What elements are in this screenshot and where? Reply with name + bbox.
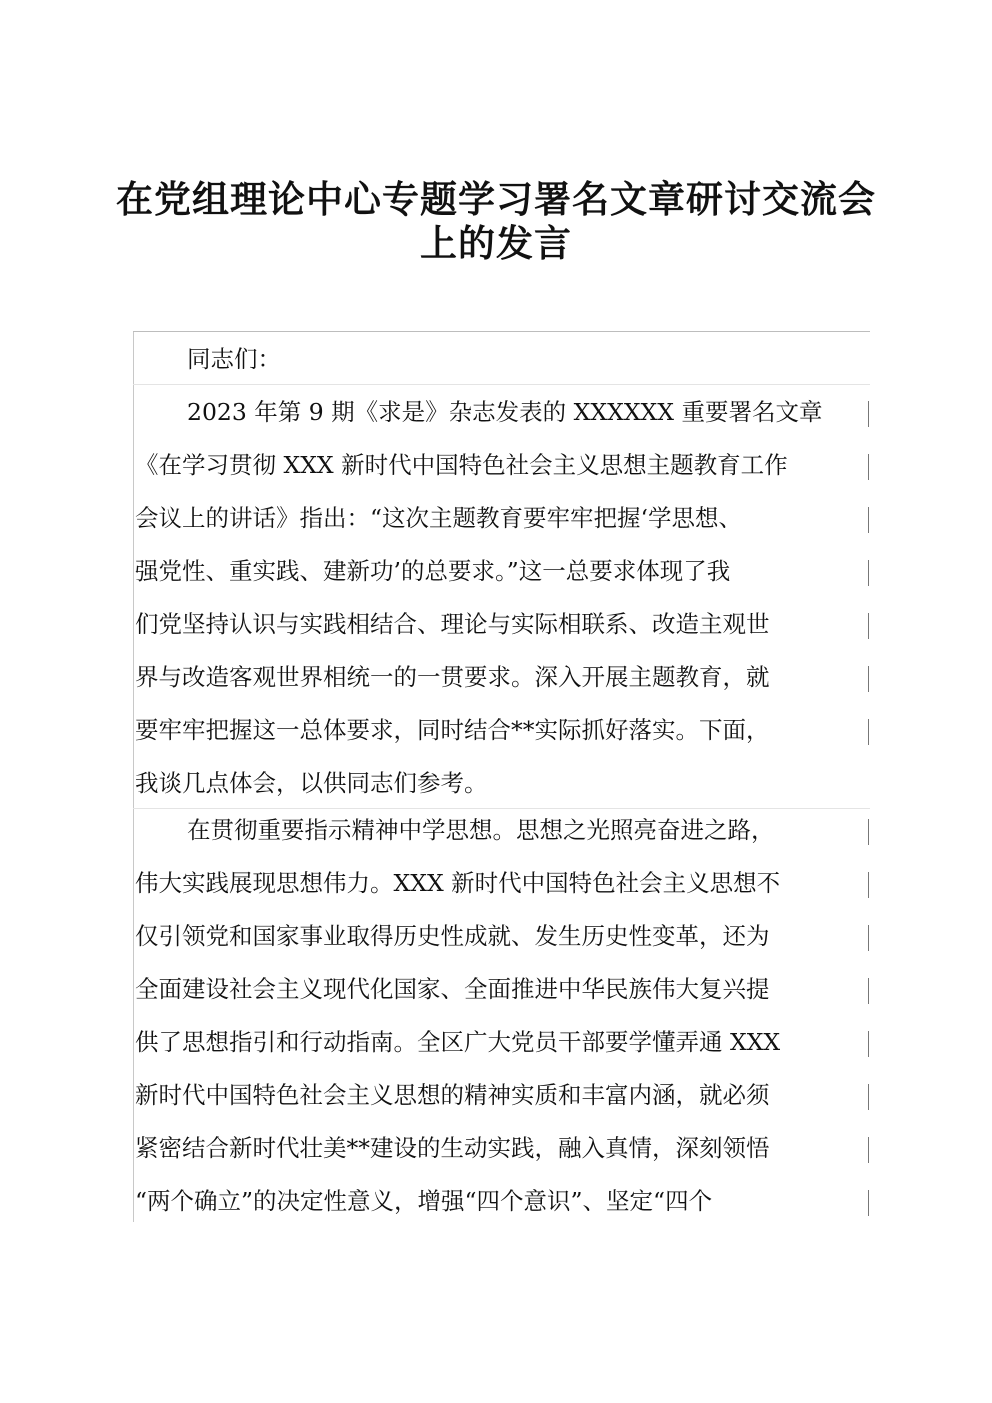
paragraph-2-line: 紧密结合新时代壮美**建设的生动实践，融入真情，深刻领悟: [133, 1125, 870, 1172]
document-title: [100, 178, 892, 266]
paragraph-1-line: 《在学习贯彻 XXX 新时代中国特色社会主义思想主题教育工作: [133, 442, 870, 489]
paragraph-2-line: 在贯彻重要指示精神中学思想。思想之光照亮奋进之路，: [133, 807, 870, 854]
paragraph-2-line: 供了思想指引和行动指南。全区广大党员干部要学懂弄通 XXX: [133, 1019, 870, 1066]
paragraph-1-line: 要牢牢把握这一总体要求，同时结合**实际抓好落实。下面，: [133, 707, 870, 754]
paragraph-1-line: 2023 年第 9 期《求是》杂志发表的 XXXXXX 重要署名文章: [133, 389, 870, 436]
paragraph-1-line: 我谈几点体会，以供同志们参考。: [135, 769, 488, 797]
paragraph-2-line: “两个确立”的决定性意义，增强“四个意识”、坚定“四个: [133, 1178, 870, 1225]
paragraph-2-line: 仅引领党和国家事业取得历史性成就、发生历史性变革，还为: [133, 913, 870, 960]
paragraph-1-line: 强党性、重实践、建新功’的总要求。”这一总要求体现了我: [133, 548, 870, 595]
salutation: 同志们：: [187, 345, 281, 373]
title-line-2: 上的发言: [420, 222, 572, 265]
paragraph-2-line: 新时代中国特色社会主义思想的精神实质和丰富内涵，就必须: [133, 1072, 870, 1119]
paragraph-separator: [133, 384, 870, 385]
paragraph-1-line: 界与改造客观世界相统一的一贯要求。深入开展主题教育，就: [133, 654, 870, 701]
paragraph-2-line: 伟大实践展现思想伟力。XXX 新时代中国特色社会主义思想不: [133, 860, 870, 907]
paragraph-2-line: 全面建设社会主义现代化国家、全面推进中华民族伟大复兴提: [133, 966, 870, 1013]
title-line-1: 在党组理论中心专题学习署名文章研讨交流会: [116, 178, 876, 221]
paragraph-1-line: 会议上的讲话》指出：“这次主题教育要牢牢把握‘学思想、: [133, 495, 870, 542]
paragraph-1-line: 们党坚持认识与实践相结合、理论与实际相联系、改造主观世: [133, 601, 870, 648]
document-body: [133, 331, 870, 1222]
